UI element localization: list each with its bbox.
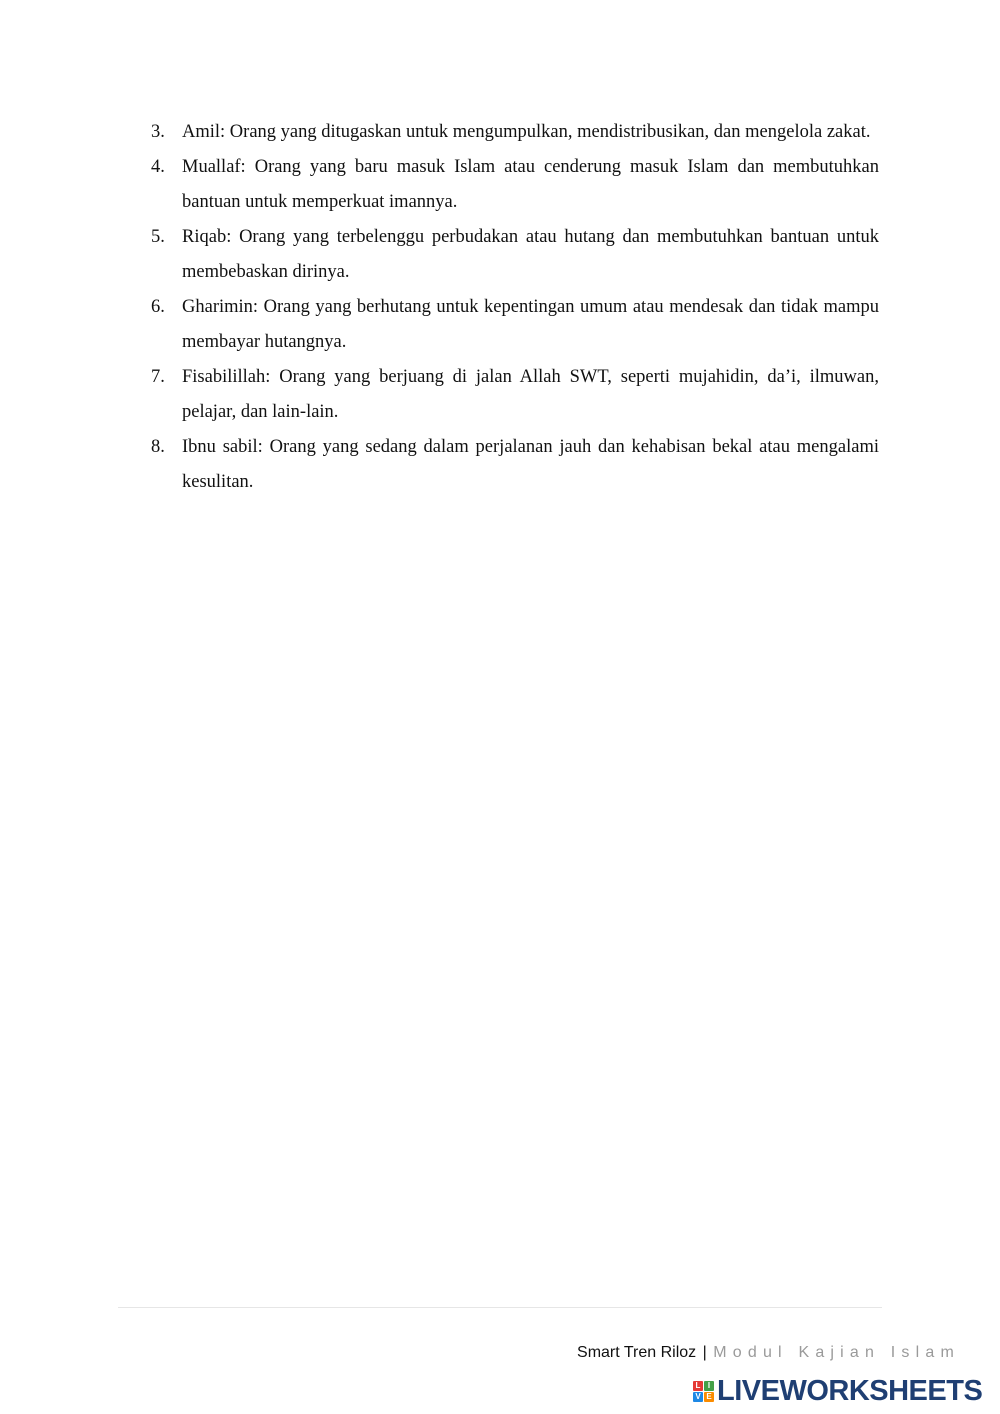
list-item [151,360,879,430]
footer-brand: Smart Tren Riloz [577,1344,697,1361]
list-item [151,150,879,220]
list-item-text: Riqab: Orang yang terbelenggu perbudakan atau hutang dan membutuhkan bantuan untuk membebaskan dirinya. [182,227,879,282]
logo-letter-i: I [704,1381,714,1391]
list-item-number: 6. [151,297,165,317]
list-item-number: 7. [151,367,165,387]
liveworksheets-logo-icon [693,1381,714,1402]
list-item-number: 5. [151,227,165,247]
logo-letter-l: L [693,1381,703,1391]
list-item [151,115,879,150]
list-item-text: Muallaf: Orang yang baru masuk Islam atau cenderung masuk Islam dan membutuhkan bantuan untuk memperkuat imannya. [182,157,879,212]
list-item-text: Ibnu sabil: Orang yang sedang dalam perjalanan jauh dan kehabisan bekal atau mengalami kesulitan. [182,437,879,492]
list-item-text: Fisabilillah: Orang yang berjuang di jalan Allah SWT, seperti mujahidin, da’i, ilmuwan, pelajar, dan lain-lain. [182,367,879,422]
liveworksheets-logo-text: LIVEWORKSHEETS [717,1375,983,1407]
list-item-text: Amil: Orang yang ditugaskan untuk mengumpulkan, mendistribusikan, dan mengelola zakat. [182,122,871,142]
logo-letter-e: E [704,1392,714,1402]
list-item [151,290,879,360]
footer-module-title: Modul Kajian Islam [713,1344,960,1361]
logo-letter-v: V [693,1392,703,1402]
liveworksheets-logo[interactable] [693,1376,982,1406]
list-item [151,430,879,500]
list-item-text: Gharimin: Orang yang berhutang untuk kepentingan umum atau mendesak dan tidak mampu membayar hutangnya. [182,297,879,352]
footer-divider [118,1307,882,1308]
footer-separator: | [702,1344,707,1361]
numbered-list [151,115,879,500]
list-item-number: 3. [151,122,165,142]
list-item-number: 4. [151,157,165,177]
list-item-number: 8. [151,437,165,457]
list-item [151,220,879,290]
page-footer [577,1344,960,1362]
